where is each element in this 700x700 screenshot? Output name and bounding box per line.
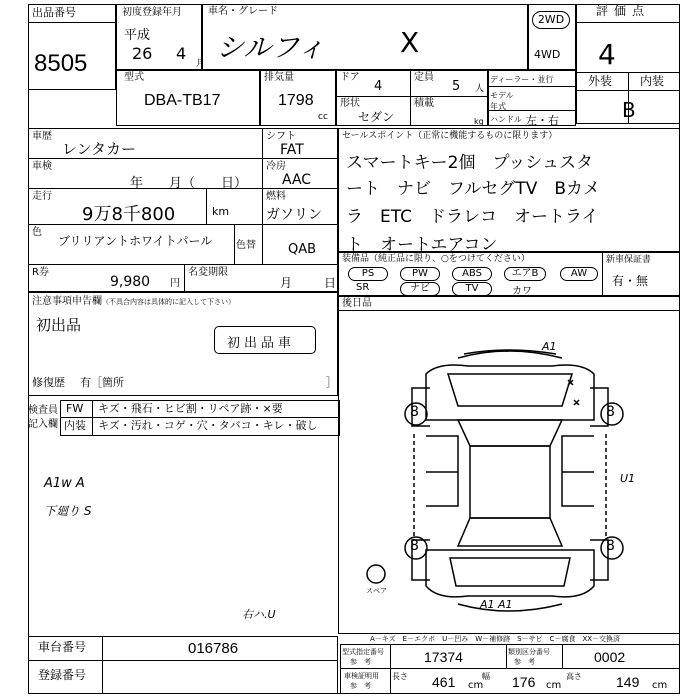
doors-value: 4 (374, 79, 383, 94)
equip-sr: SR (356, 282, 370, 293)
lot-label: 出品番号 (32, 6, 76, 19)
inspector-label-2: 記入欄 (28, 419, 58, 430)
capacity-value: 5 (452, 79, 461, 94)
score-label: 評価点 (596, 4, 651, 18)
interior-label: 内装 (640, 74, 665, 88)
warranty-value: 有・無 (612, 274, 649, 288)
recycle-value: 9,980 (110, 274, 151, 290)
spare-label: スペア (366, 587, 387, 595)
right-side-note: 右ハ.U (242, 608, 276, 621)
equip-pw: PW (400, 267, 440, 281)
equip-aw: AW (560, 267, 598, 281)
class-sub: 参 考 (514, 658, 535, 666)
color-label: 色 (32, 227, 42, 238)
model-label: 型式 (124, 72, 144, 83)
width-unit: cm (546, 680, 562, 691)
handle-label: ハンドル (490, 115, 522, 124)
drive-2wd: 2WD (532, 11, 570, 29)
stamp-text: 初出品車 (227, 336, 296, 351)
mileage-value: 9万8千800 (82, 204, 176, 225)
height-value: 149 (616, 674, 640, 690)
month-unit: 月 (196, 59, 206, 69)
notes-sub-label: （不具合内容は具体的に記入して下さい） (102, 298, 235, 306)
doors-label: ドア (340, 72, 360, 83)
car-diagram (338, 296, 680, 634)
shape-value: セダン (358, 110, 395, 124)
length-label: 長さ (392, 672, 408, 681)
fuel-value: ガソリン (266, 207, 322, 223)
equip-leather: カワ (512, 286, 532, 297)
selling-line-1: スマートキー2個 プッシュスタ (346, 153, 593, 173)
handle-value: 左・右 (526, 114, 559, 127)
tax-label: 名変期限 (188, 267, 228, 278)
notes-text: 初出品 (36, 316, 82, 334)
exterior-label: 外装 (588, 74, 613, 88)
grade: X (400, 26, 420, 59)
side-mark: U1 (620, 472, 636, 485)
cert-label: 車検証明用 (344, 672, 379, 680)
model-value: DBA-TB17 (144, 92, 221, 109)
tire-mark-rl: 8 (410, 538, 419, 554)
tire-mark-fr: 8 (606, 404, 615, 420)
fw-items: キズ・飛石・ヒビ割・リペア跡・×要 (98, 402, 283, 415)
first-reg-label: 初度登録年月 (122, 7, 182, 18)
height-unit: cm (652, 680, 668, 691)
reg-year: 26 (132, 44, 153, 63)
type-spec-sub: 参 考 (350, 658, 371, 666)
interior-grade: B (622, 98, 636, 122)
displacement-label: 排気量 (264, 72, 294, 83)
equip-abs: ABS (452, 267, 492, 281)
repair-close: ］ (326, 376, 337, 389)
inspection-label: 車検 (32, 161, 52, 172)
equip-airbag: エアB (504, 267, 546, 281)
length-value: 461 (432, 674, 456, 690)
height-label: 高さ (566, 672, 582, 681)
warranty-label: 新車保証書 (606, 255, 652, 265)
reg-month: 4 (176, 44, 187, 63)
length-unit: cm (468, 680, 484, 691)
inspector-label-1: 検査員 (28, 405, 58, 416)
class-label: 類別区分番号 (508, 648, 550, 656)
in-items: キズ・汚れ・コゲ・穴・タバコ・キレ・破し (98, 419, 318, 432)
notes-label: 注意事項申告欄 (32, 296, 102, 307)
equip-ps: PS (348, 267, 388, 281)
equipment-label: 装備品（純正品に限り、○をつけてください） (342, 254, 530, 264)
color-code: QAB (288, 242, 317, 257)
dealer-label: ディーラー・並行 (490, 75, 554, 84)
cert-sub: 参 考 (350, 682, 371, 690)
km-unit: km (212, 205, 230, 218)
person-unit: 人 (475, 84, 485, 94)
era: 平成 (124, 28, 151, 43)
after-label: 後日品 (342, 298, 372, 309)
first-listing-stamp (214, 326, 316, 354)
color-change-label: 色替 (236, 240, 256, 251)
equip-navi: ナビ (400, 282, 440, 296)
bottom-mark: A1 A1 (480, 598, 513, 611)
type-spec-value: 17374 (424, 649, 463, 665)
history-label: 車歴 (32, 131, 52, 142)
selling-line-3: ラ ETC ドラレコ オートライ (346, 207, 599, 227)
shape-label: 形状 (340, 98, 360, 109)
tax-month: 月 (280, 276, 293, 290)
yen-unit: 円 (170, 278, 180, 289)
repair-label: 修復歴 (32, 376, 65, 389)
repair-value: 有［箇所 (80, 376, 124, 389)
chassis-label: 車台番号 (38, 640, 87, 654)
load-label: 積載 (414, 98, 434, 109)
equip-tv: TV (452, 282, 492, 296)
selling-points-label: セールスポイント（正常に機能するものに限ります） (342, 131, 558, 141)
color-value: ブリリアントホワイトパール (58, 234, 213, 248)
inspection-value: 年 月（ 日） (130, 176, 248, 191)
type-spec-label: 型式指定番号 (342, 648, 384, 656)
car-name: シルフィ (216, 31, 326, 64)
lot-number: 8505 (34, 50, 88, 77)
reg-label: 登録番号 (38, 668, 87, 682)
damage-legend: A－キズ E－エクボ U－凹み W－補修跡 S－サビ C－腐食 XX－交換済 (370, 635, 621, 643)
drive-4wd: 4WD (534, 48, 561, 61)
top-mark: A1 (542, 340, 557, 353)
hand-note-1: A1w A (44, 476, 85, 491)
class-value: 0002 (594, 649, 626, 665)
width-value: 176 (512, 674, 536, 690)
recycle-label: R券 (32, 267, 49, 278)
kg-unit: kg (474, 117, 484, 126)
tire-mark-fl: 8 (410, 404, 419, 420)
hand-note-2: 下廻り S (44, 504, 92, 518)
width-label: 幅 (482, 672, 490, 681)
selling-line-2: ート ナビ フルセグTV Bカメ (346, 179, 600, 199)
in-label: 内装 (64, 419, 86, 432)
shift-value: FAT (280, 142, 304, 158)
score-value: 4 (598, 38, 616, 71)
fuel-label: 燃料 (266, 191, 286, 202)
tax-day: 日 (324, 276, 337, 290)
displacement-value: 1798 (278, 92, 314, 109)
cooler-label: 冷房 (266, 161, 286, 172)
selling-line-4: ト オートエアコン (346, 235, 498, 255)
history-value: レンタカー (62, 140, 137, 158)
model-year-label: モデル年式 (490, 91, 514, 111)
carname-label: 車名・グレード (208, 6, 278, 17)
shift-label: シフト (266, 131, 296, 142)
mileage-label: 走行 (32, 191, 52, 202)
cc-unit: cc (318, 112, 328, 122)
capacity-label: 定員 (414, 72, 434, 83)
fw-label: FW (66, 402, 84, 415)
cooler-value: AAC (282, 172, 312, 188)
tire-mark-rr: 8 (606, 538, 615, 554)
chassis-value: 016786 (188, 640, 239, 657)
